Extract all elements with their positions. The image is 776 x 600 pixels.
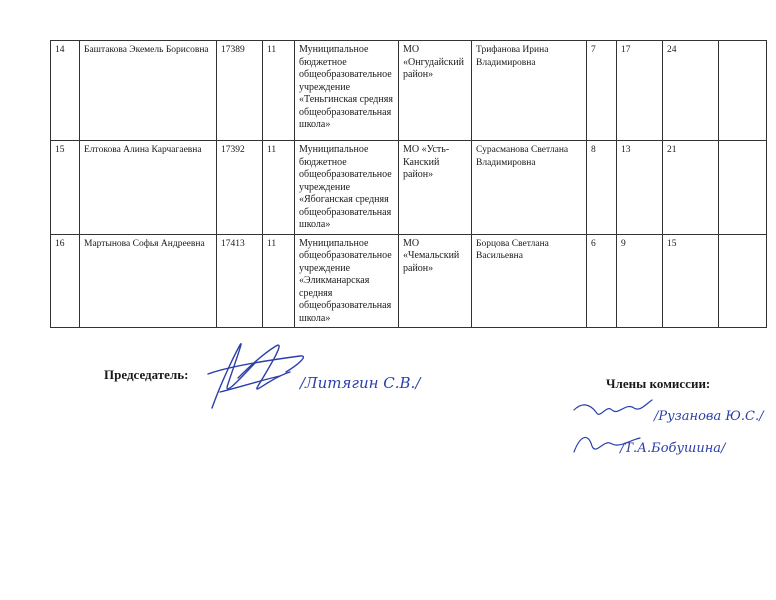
member-signature-name-1: /Рузанова Ю.С./ bbox=[654, 409, 764, 424]
member-signature-name-2: /Т.А.Бобушина/ bbox=[620, 441, 726, 456]
cell-code: 17389 bbox=[217, 41, 263, 141]
cell-school: Муниципальное общеобразовательное учреждение «Эликманарская средняя общеобразовательная школа» bbox=[295, 234, 399, 328]
cell-name: Мартынова Софья Андреевна bbox=[80, 234, 217, 328]
cell-grade: 11 bbox=[263, 234, 295, 328]
cell-municipality: МО «Усть-Канский район» bbox=[399, 141, 472, 235]
cell-teacher: Сурасманова Светлана Владимировна bbox=[472, 141, 587, 235]
cell-total: 24 bbox=[663, 41, 719, 141]
cell-grade: 11 bbox=[263, 141, 295, 235]
cell-teacher: Трифанова Ирина Владимировна bbox=[472, 41, 587, 141]
cell-name: Елтокова Алина Карчагаевна bbox=[80, 141, 217, 235]
chair-signature bbox=[208, 344, 303, 408]
cell-score2: 17 bbox=[617, 41, 663, 141]
cell-total: 21 bbox=[663, 141, 719, 235]
cell-code: 17413 bbox=[217, 234, 263, 328]
cell-score1: 6 bbox=[587, 234, 617, 328]
cell-num: 15 bbox=[51, 141, 80, 235]
member-signature-1 bbox=[574, 400, 652, 414]
chair-signature-name: /Литягин С.В./ bbox=[300, 374, 421, 392]
cell-school: Муниципальное бюджетное общеобразовательное учреждение «Ябоганская средняя общеобразовательная школа» bbox=[295, 141, 399, 235]
cell-municipality: МО «Чемальский район» bbox=[399, 234, 472, 328]
members-label: Члены комиссии: bbox=[606, 376, 711, 391]
cell-school: Муниципальное бюджетное общеобразовательное учреждение «Теньгинская средняя общеобразовательная школа» bbox=[295, 41, 399, 141]
cell-code: 17392 bbox=[217, 141, 263, 235]
cell-municipality: МО «Онгудайский район» bbox=[399, 41, 472, 141]
cell-grade: 11 bbox=[263, 41, 295, 141]
cell-score2: 13 bbox=[617, 141, 663, 235]
cell-teacher: Борцова Светлана Васильевна bbox=[472, 234, 587, 328]
cell-num: 14 bbox=[51, 41, 80, 141]
chair-label: Председатель: bbox=[104, 367, 189, 382]
cell-score2: 9 bbox=[617, 234, 663, 328]
cell-num: 16 bbox=[51, 234, 80, 328]
cell-name: Баштакова Экемель Борисовна bbox=[80, 41, 217, 141]
cell-score1: 7 bbox=[587, 41, 617, 141]
cell-score1: 8 bbox=[587, 141, 617, 235]
cell-total: 15 bbox=[663, 234, 719, 328]
